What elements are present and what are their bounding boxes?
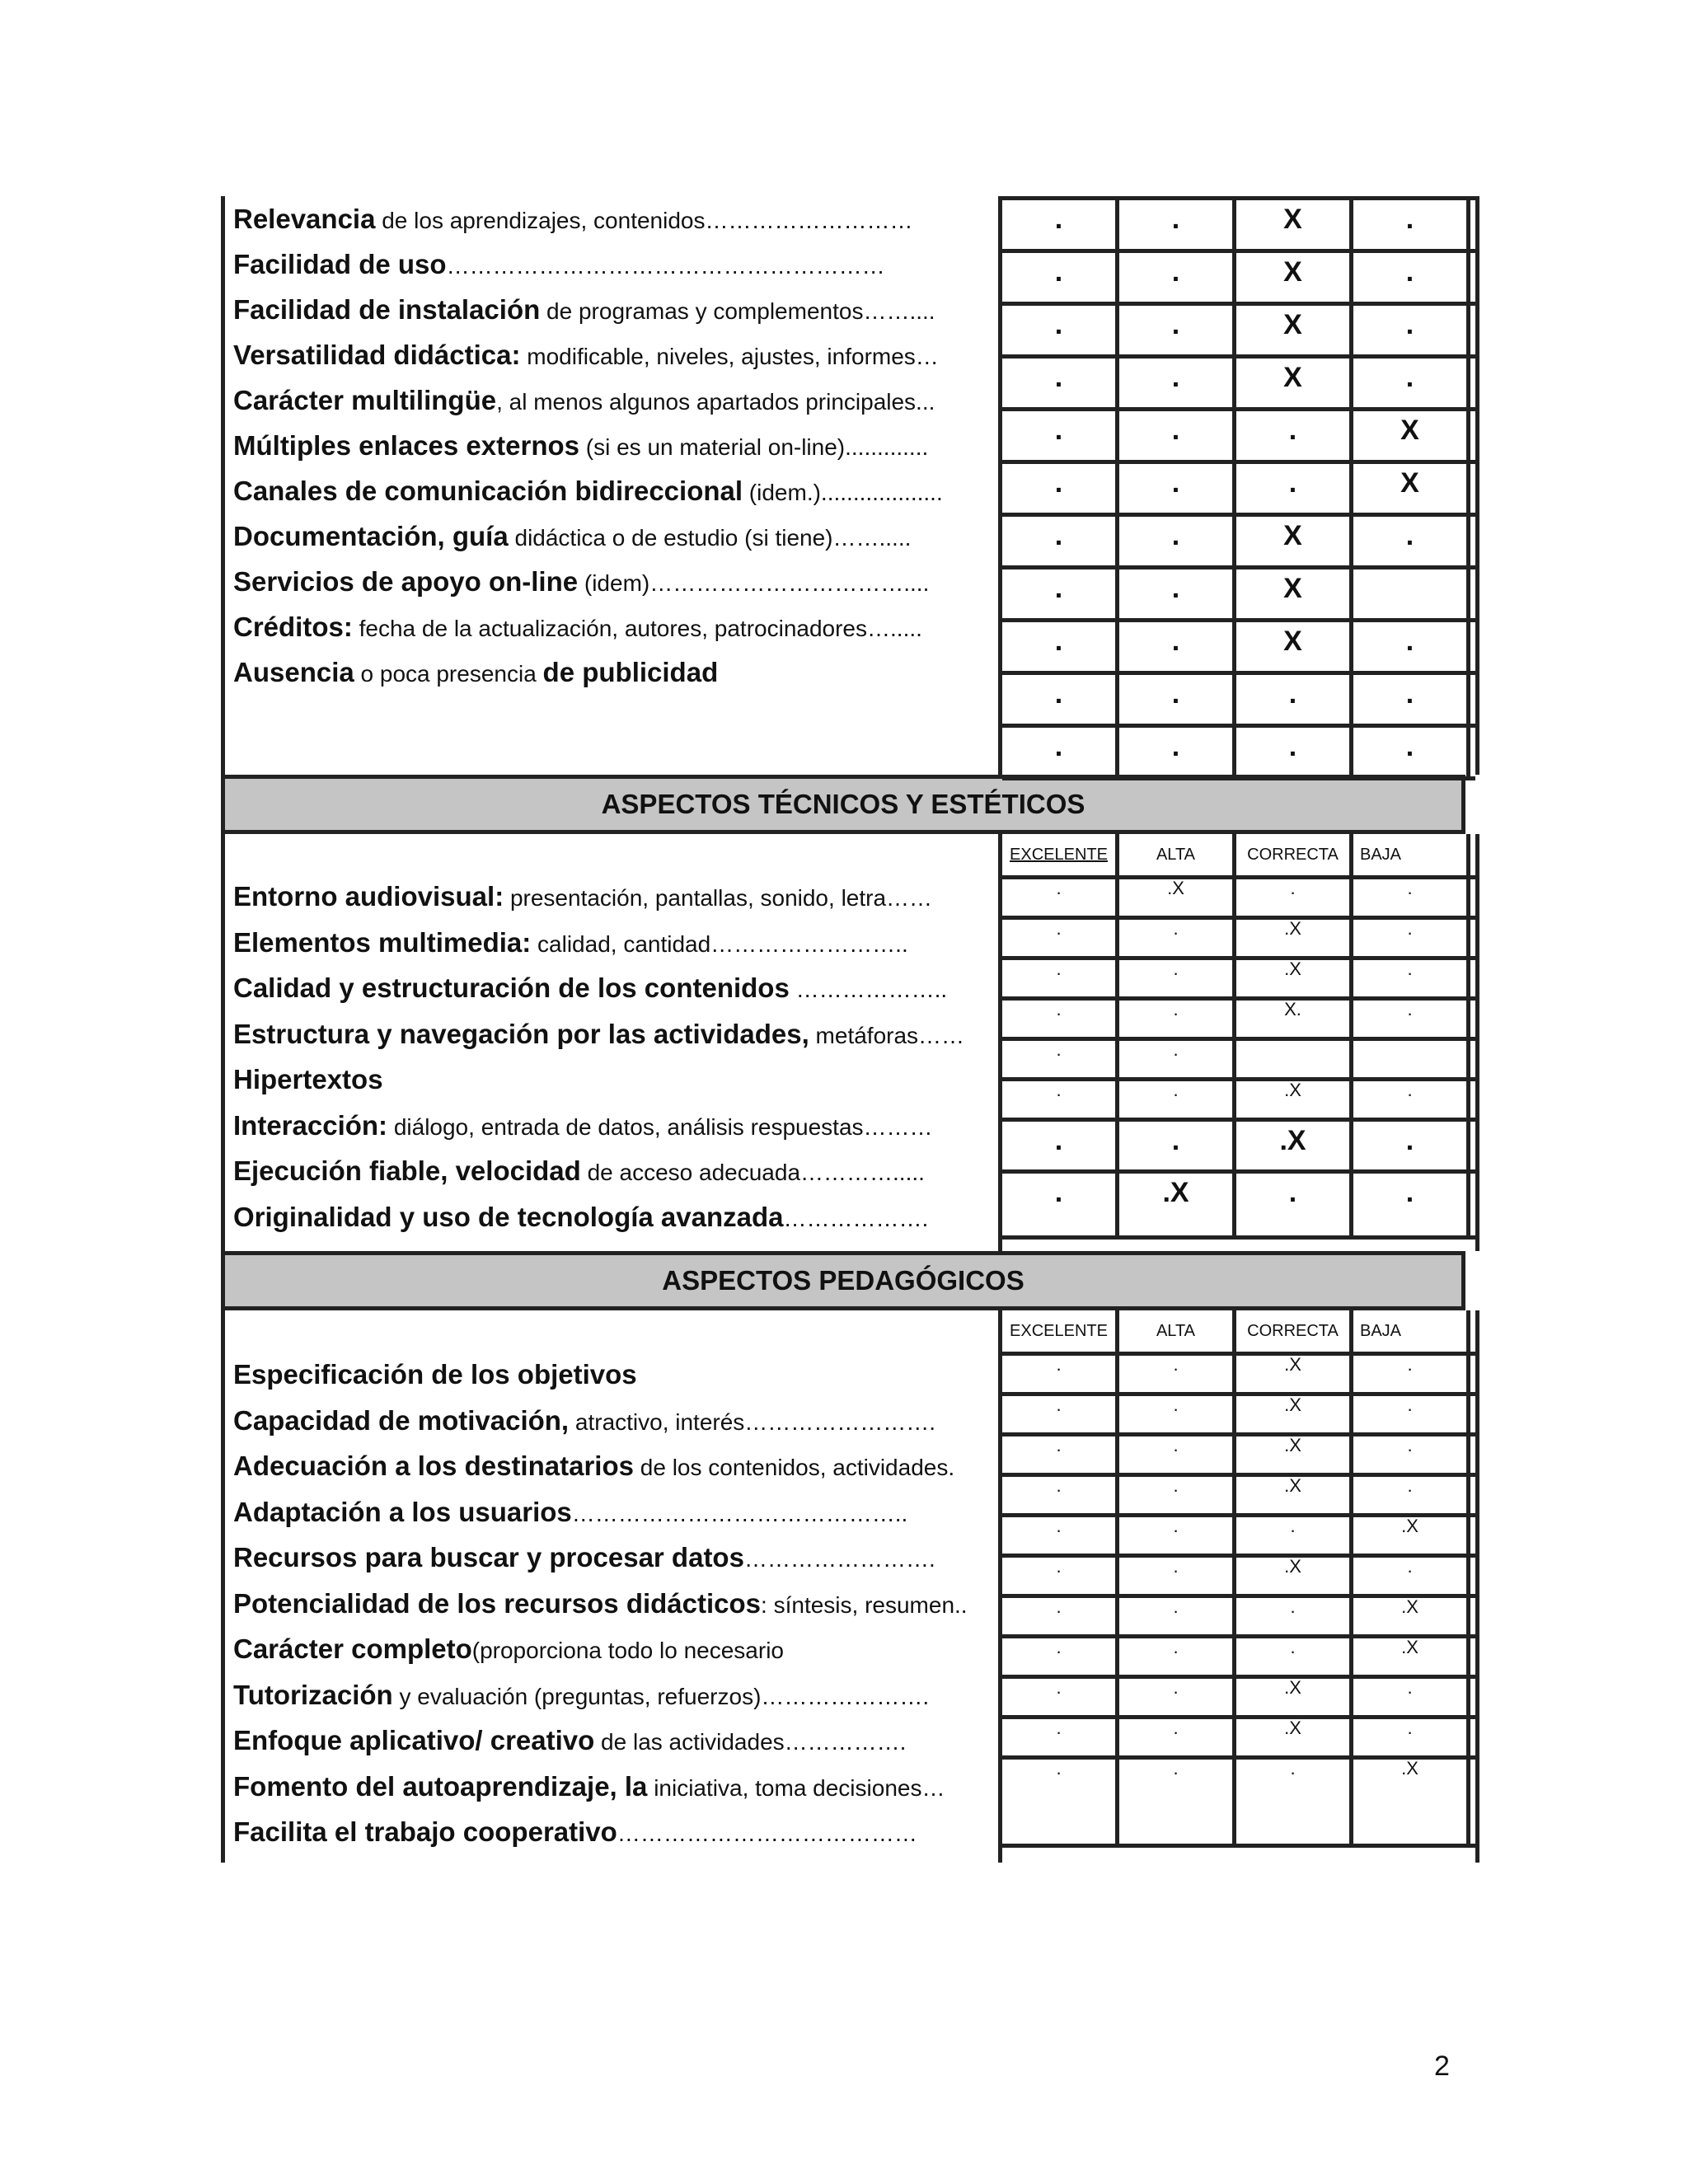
rating-cell: . xyxy=(1002,1356,1119,1392)
criterion-line xyxy=(233,1352,998,1398)
rating-cell: .X xyxy=(1119,1174,1236,1235)
rating-cell: . xyxy=(1002,920,1119,956)
criterion-detail: ………………. xyxy=(783,1205,929,1231)
criterion-detail: (idem.)................... xyxy=(743,480,943,505)
rating-cell: X xyxy=(1236,517,1353,565)
criterion-title: Especificación de los objetivos xyxy=(233,1359,637,1390)
criterion-line xyxy=(233,965,998,1011)
rating-row xyxy=(1002,253,1475,306)
rating-cell: . xyxy=(1236,879,1353,916)
rating-cell: .X xyxy=(1236,1719,1353,1755)
rating-cell: . xyxy=(1119,675,1236,724)
criterion-detail: , al menos algunos apartados principales... xyxy=(496,389,935,415)
rating-cell: . xyxy=(1002,1719,1119,1755)
rating-cell: .X xyxy=(1119,879,1236,916)
rating-cell: . xyxy=(1236,1598,1353,1634)
rating-cell: . xyxy=(1119,728,1236,776)
rating-cell: . xyxy=(1002,1517,1119,1554)
rating-row xyxy=(1002,306,1475,359)
rating-cell: X. xyxy=(1236,1001,1353,1037)
criterion-detail: de programas y complementos…….... xyxy=(540,298,935,324)
rating-header-cell: BAJA xyxy=(1353,834,1470,875)
criteria-list xyxy=(225,834,998,1251)
rating-cell: . xyxy=(1002,359,1119,407)
rating-cell: . xyxy=(1119,1638,1236,1675)
rating-cell: . xyxy=(1353,200,1470,249)
rating-grid xyxy=(998,1310,1479,1863)
criterion-detail: ………………………………………………… xyxy=(446,253,885,279)
criterion-line xyxy=(233,1672,998,1718)
rating-cell: X xyxy=(1236,622,1353,671)
rating-cell: . xyxy=(1236,464,1353,513)
criterion-title: Documentación, guía xyxy=(233,521,509,551)
rating-grid xyxy=(998,834,1479,1251)
rating-row xyxy=(1002,464,1475,517)
rating-cell: . xyxy=(1119,569,1236,618)
rating-cell: . xyxy=(1353,1396,1470,1432)
rating-row xyxy=(1002,675,1475,728)
rating-cell: . xyxy=(1119,253,1236,302)
criterion-line xyxy=(233,649,998,695)
criterion-detail: : síntesis, resumen.. xyxy=(761,1591,968,1618)
rating-row xyxy=(1002,920,1475,960)
rating-row xyxy=(1002,960,1475,1001)
evaluation-form xyxy=(221,196,1465,1863)
rating-cell: . xyxy=(1002,1001,1119,1037)
rating-cell: . xyxy=(1002,728,1119,776)
criterion-line xyxy=(233,1626,998,1672)
rating-row xyxy=(1002,517,1475,569)
rating-row xyxy=(1002,1638,1475,1679)
rating-cell: .X xyxy=(1236,960,1353,996)
rating-header-cell: BAJA xyxy=(1353,1310,1470,1352)
rating-cell: . xyxy=(1353,1436,1470,1473)
rating-header-cell: ALTA xyxy=(1119,834,1236,875)
rating-cell: . xyxy=(1002,1174,1119,1235)
rating-row xyxy=(1002,1760,1475,1848)
rating-cell: . xyxy=(1353,1477,1470,1513)
criterion-title: Facilidad de uso xyxy=(233,249,447,279)
rating-cell: . xyxy=(1119,1719,1236,1755)
criterion-title: Adaptación a los usuarios xyxy=(233,1496,572,1527)
rating-cell: . xyxy=(1002,253,1119,302)
criterion-detail: diálogo, entrada de datos, análisis respuestas……… xyxy=(387,1113,933,1140)
rating-cell: . xyxy=(1236,728,1353,776)
criterion-line xyxy=(233,196,998,241)
criterion-title: Potencialidad de los recursos didácticos xyxy=(233,1587,762,1619)
rating-cell: . xyxy=(1353,1679,1470,1715)
rating-header-row xyxy=(1002,1310,1475,1356)
rating-cell: . xyxy=(1353,306,1470,354)
criterion-line xyxy=(233,1764,998,1810)
criterion-line xyxy=(233,1011,998,1057)
criterion-title: Múltiples enlaces externos xyxy=(233,430,579,461)
rating-cell: . xyxy=(1002,1679,1119,1715)
rating-cell: . xyxy=(1353,253,1470,302)
criterion-detail: (idem)…………………………….... xyxy=(578,570,930,596)
rating-header-cell: EXCELENTE xyxy=(1002,1310,1119,1352)
criterion-line xyxy=(233,920,998,966)
criterion-line xyxy=(233,559,998,604)
criterion-title: Ejecución fiable, velocidad xyxy=(233,1155,581,1186)
rating-cell: . xyxy=(1002,1122,1119,1169)
rating-cell: . xyxy=(1353,920,1470,956)
rating-row xyxy=(1002,1477,1475,1517)
criteria-list xyxy=(225,1310,998,1863)
rating-cell: . xyxy=(1119,1356,1236,1392)
rating-cell: . xyxy=(1119,1436,1236,1473)
rating-cell: X xyxy=(1236,359,1353,407)
rating-cell: . xyxy=(1119,960,1236,996)
rating-cell: . xyxy=(1353,1174,1470,1235)
rating-cell: X xyxy=(1353,464,1470,513)
criterion-detail: o poca presencia xyxy=(354,661,543,687)
rating-cell: . xyxy=(1119,359,1236,407)
criterion-line xyxy=(233,241,998,287)
rating-cell: . xyxy=(1119,1081,1236,1118)
rating-cell: . xyxy=(1002,1081,1119,1118)
criterion-detail: atractivo, interés……………………. xyxy=(569,1408,936,1435)
criterion-detail: metáforas…… xyxy=(809,1022,965,1048)
criterion-line xyxy=(233,1718,998,1764)
rating-cell: . xyxy=(1353,675,1470,724)
criterion-line xyxy=(233,1194,998,1240)
rating-cell: . xyxy=(1002,411,1119,460)
rating-cell: . xyxy=(1002,1638,1119,1675)
criterion-line xyxy=(233,1398,998,1444)
rating-cell: . xyxy=(1002,1598,1119,1634)
rating-cell: .X xyxy=(1236,1396,1353,1432)
rating-cell: X xyxy=(1236,569,1353,618)
rating-cell: . xyxy=(1353,1558,1470,1594)
criterion-title: Interacción: xyxy=(233,1109,388,1141)
criterion-detail: ……………….. xyxy=(789,977,948,1002)
rating-grid xyxy=(998,196,1479,775)
criterion-title: Fomento del autoaprendizaje, la xyxy=(233,1770,648,1802)
rating-cell: . xyxy=(1353,1122,1470,1169)
criteria-list xyxy=(225,196,998,775)
rating-row xyxy=(1002,728,1475,780)
rating-row xyxy=(1002,1436,1475,1477)
criterion-title: Servicios de apoyo on-line xyxy=(233,566,579,597)
criterion-detail: (proporciona todo lo necesario xyxy=(471,1638,784,1663)
criterion-detail: fecha de la actualización, autores, patrocinadores…..... xyxy=(352,616,922,641)
rating-cell: . xyxy=(1002,675,1119,724)
rating-row xyxy=(1002,1396,1475,1436)
rating-header-row xyxy=(1002,834,1475,879)
rating-cell: . xyxy=(1236,675,1353,724)
rating-cell: . xyxy=(1353,1356,1470,1392)
rating-row xyxy=(1002,1122,1475,1174)
rating-cell xyxy=(1353,569,1470,618)
criterion-line xyxy=(233,468,998,513)
rating-cell: . xyxy=(1119,622,1236,671)
rating-cell: . xyxy=(1353,879,1470,916)
criterion-line xyxy=(233,287,998,332)
rating-cell: . xyxy=(1119,1001,1236,1037)
rating-cell: . xyxy=(1002,464,1119,513)
rating-row xyxy=(1002,1081,1475,1122)
rating-cell: .X xyxy=(1236,1122,1353,1169)
rating-header-cell: EXCELENTE xyxy=(1002,834,1119,875)
criterion-line xyxy=(233,1535,998,1581)
rating-cell xyxy=(1236,1041,1353,1077)
criterion-title: Carácter completo xyxy=(233,1633,472,1664)
rating-cell: . xyxy=(1353,517,1470,565)
criterion-line xyxy=(233,1443,998,1489)
rating-cell: . xyxy=(1353,960,1470,996)
criterion-line xyxy=(233,1057,998,1103)
criterion-detail: presentación, pantallas, sonido, letra…… xyxy=(504,885,933,911)
rating-row xyxy=(1002,1679,1475,1719)
criterion-line xyxy=(233,513,998,559)
rating-cell: .X xyxy=(1236,1436,1353,1473)
rating-cell: . xyxy=(1119,517,1236,565)
rating-cell: . xyxy=(1353,622,1470,671)
criterion-detail: de acceso adecuada…………..... xyxy=(580,1160,925,1185)
criterion-title: Enfoque aplicativo/ creativo xyxy=(233,1725,595,1755)
rating-cell: . xyxy=(1002,1558,1119,1594)
criterion-detail: calidad, cantidad…………………….. xyxy=(531,930,908,957)
criterion-detail: modificable, niveles, ajustes, informes… xyxy=(520,344,939,369)
criterion-title: Facilidad de instalación xyxy=(233,294,541,325)
rating-cell: . xyxy=(1119,920,1236,956)
criterion-title: Canales de comunicación bidireccional xyxy=(233,476,743,506)
rating-cell: . xyxy=(1002,1436,1119,1473)
rating-cell: . xyxy=(1119,411,1236,460)
criterion-line xyxy=(233,1103,998,1149)
rating-cell: .X xyxy=(1236,1356,1353,1392)
rating-cell: .X xyxy=(1236,1477,1353,1513)
criterion-detail: ……………………. xyxy=(743,1546,935,1572)
rating-cell: .X xyxy=(1353,1638,1470,1675)
rating-row xyxy=(1002,1719,1475,1760)
rating-row xyxy=(1002,1517,1475,1558)
rating-cell: . xyxy=(1119,1517,1236,1554)
criterion-title: Adecuación a los destinatarios xyxy=(233,1451,634,1481)
rating-cell: X xyxy=(1353,411,1470,460)
rating-cell: . xyxy=(1353,1719,1470,1755)
section-tecnicos xyxy=(221,834,1465,1251)
rating-cell: . xyxy=(1002,960,1119,996)
rating-cell: . xyxy=(1119,200,1236,249)
rating-cell: . xyxy=(1236,1760,1353,1844)
rating-row xyxy=(1002,1041,1475,1081)
rating-cell: . xyxy=(1002,1477,1119,1513)
rating-cell: . xyxy=(1119,306,1236,354)
criterion-title: Relevancia xyxy=(233,204,376,234)
rating-cell: . xyxy=(1236,1174,1353,1235)
rating-row xyxy=(1002,622,1475,675)
criterion-line xyxy=(233,1581,998,1627)
criterion-title: Facilita el trabajo cooperativo xyxy=(233,1816,617,1847)
rating-cell: . xyxy=(1002,200,1119,249)
criterion-line xyxy=(233,1809,998,1855)
rating-cell: . xyxy=(1353,1081,1470,1118)
criterion-detail: de las actividades……………. xyxy=(594,1729,907,1755)
section-title-pedagogicos: ASPECTOS PEDAGÓGICOS xyxy=(221,1251,1465,1310)
rating-row xyxy=(1002,1001,1475,1041)
criterion-title: Hipertextos xyxy=(233,1064,383,1094)
criterion-detail: …………………………………….. xyxy=(571,1500,908,1526)
rating-cell: .X xyxy=(1236,1558,1353,1594)
rating-cell: .X xyxy=(1236,1679,1353,1715)
criterion-title: Elementos multimedia: xyxy=(233,926,532,958)
criterion-line xyxy=(233,1148,998,1194)
rating-header-cell: CORRECTA xyxy=(1236,1310,1353,1352)
rating-cell: . xyxy=(1353,728,1470,776)
criterion-title: Créditos: xyxy=(233,612,353,642)
criterion-detail: de los contenidos, actividades. xyxy=(633,1455,955,1480)
rating-cell: . xyxy=(1119,1598,1236,1634)
criterion-line xyxy=(233,1489,998,1535)
rating-cell: . xyxy=(1119,1679,1236,1715)
rating-cell: . xyxy=(1002,569,1119,618)
criterion-title: Originalidad y uso de tecnología avanzada xyxy=(233,1201,784,1232)
rating-cell: . xyxy=(1236,1638,1353,1675)
rating-row xyxy=(1002,879,1475,920)
rating-cell: . xyxy=(1119,464,1236,513)
rating-header-cell: ALTA xyxy=(1119,1310,1236,1352)
criterion-detail: iniciativa, toma decisiones… xyxy=(647,1774,945,1801)
rating-row xyxy=(1002,200,1475,253)
rating-row xyxy=(1002,359,1475,411)
rating-cell: .X xyxy=(1353,1517,1470,1554)
rating-cell: . xyxy=(1002,517,1119,565)
criterion-title: Entorno audiovisual: xyxy=(233,881,504,912)
rating-row xyxy=(1002,569,1475,622)
rating-header-cell: CORRECTA xyxy=(1236,834,1353,875)
rating-cell: . xyxy=(1002,1396,1119,1432)
rating-cell: . xyxy=(1119,1558,1236,1594)
criterion-detail: y evaluación (preguntas, refuerzos)…………………. xyxy=(392,1683,930,1709)
criterion-line xyxy=(233,423,998,468)
rating-cell: . xyxy=(1236,411,1353,460)
criterion-title: Versatilidad didáctica: xyxy=(233,340,521,370)
criterion-title: Capacidad de motivación, xyxy=(233,1404,570,1436)
criterion-title: Carácter multilingüe xyxy=(233,385,497,415)
criterion-title: Recursos para buscar y procesar datos xyxy=(233,1542,744,1572)
criterion-line xyxy=(233,377,998,423)
criterion-line xyxy=(233,604,998,649)
rating-cell: . xyxy=(1353,1001,1470,1037)
rating-cell: . xyxy=(1119,1122,1236,1169)
rating-cell: . xyxy=(1002,1760,1119,1844)
rating-cell: .X xyxy=(1236,1081,1353,1118)
rating-row xyxy=(1002,1174,1475,1240)
criterion-title: Ausencia xyxy=(233,657,354,687)
rating-cell: . xyxy=(1119,1041,1236,1077)
criterion-detail: de los aprendizajes, contenidos……………………… xyxy=(375,208,913,233)
rating-cell: .X xyxy=(1353,1598,1470,1634)
rating-cell: . xyxy=(1002,622,1119,671)
criterion-detail: (si es un material on-line)............. xyxy=(579,434,929,460)
criterion-line xyxy=(233,874,998,920)
rating-row xyxy=(1002,411,1475,464)
rating-cell: .X xyxy=(1236,920,1353,956)
rating-cell: . xyxy=(1002,879,1119,916)
rating-row xyxy=(1002,1356,1475,1396)
rating-cell: X xyxy=(1236,253,1353,302)
rating-cell xyxy=(1353,1041,1470,1077)
criterion-detail: ………………………………… xyxy=(617,1821,917,1846)
section-pedagogicos xyxy=(221,1310,1465,1863)
section-general xyxy=(221,196,1465,775)
rating-row xyxy=(1002,1598,1475,1638)
rating-row xyxy=(1002,1558,1475,1598)
rating-cell: . xyxy=(1002,1041,1119,1077)
page-number: 2 xyxy=(1434,2050,1450,2082)
criterion-detail: didáctica o de estudio (si tiene)……..... xyxy=(508,525,912,551)
section-title-tecnicos: ASPECTOS TÉCNICOS Y ESTÉTICOS xyxy=(221,775,1465,834)
rating-cell: . xyxy=(1236,1517,1353,1554)
rating-cell: X xyxy=(1236,306,1353,354)
criterion-title: de publicidad xyxy=(542,657,719,687)
rating-cell: . xyxy=(1119,1760,1236,1844)
rating-cell: . xyxy=(1002,306,1119,354)
criterion-title: Tutorización xyxy=(233,1679,393,1710)
rating-cell: X xyxy=(1236,200,1353,249)
rating-cell: . xyxy=(1119,1477,1236,1513)
criterion-line xyxy=(233,332,998,377)
criterion-title: Calidad y estructuración de los contenidos xyxy=(233,972,790,1003)
rating-cell: . xyxy=(1353,359,1470,407)
rating-cell: . xyxy=(1119,1396,1236,1432)
criterion-title: Estructura y navegación por las actividades, xyxy=(233,1018,809,1049)
rating-cell: .X xyxy=(1353,1760,1470,1844)
